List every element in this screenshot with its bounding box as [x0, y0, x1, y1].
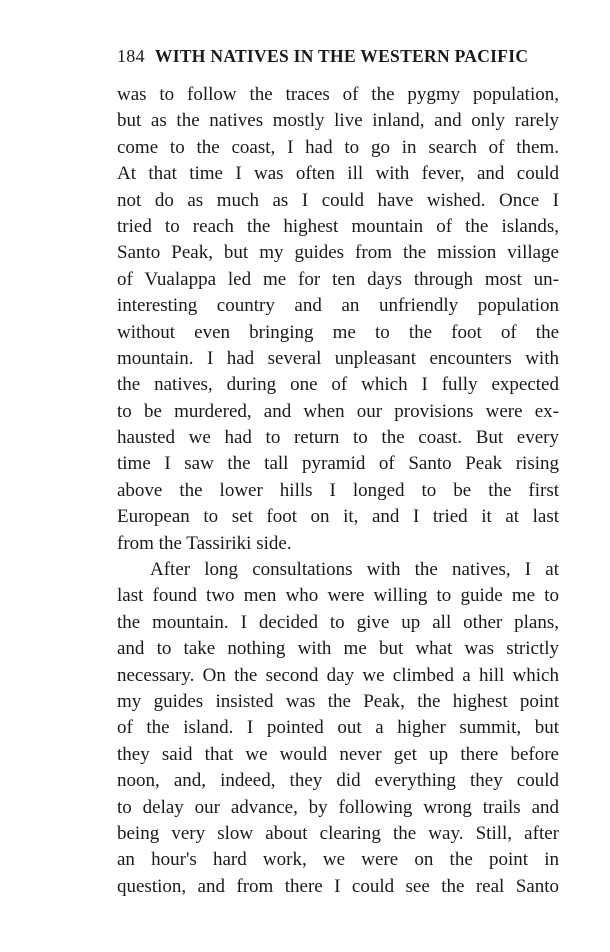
text-line: an hour's hard work, we were on the point in [117, 849, 559, 871]
text-line: above the lower hills I longed to be the first [117, 479, 559, 501]
text-line: of Vualappa led me for ten days through most un- [117, 268, 559, 290]
text-line: of the island. I pointed out a higher summit, but [117, 717, 559, 739]
text-line: At that time I was often ill with fever, and could [117, 163, 559, 185]
text-line: and to take nothing with me but what was strictly [117, 638, 559, 660]
running-title: WITH NATIVES IN THE WESTERN PACIFIC [154, 46, 529, 66]
text-line: without even bringing me to the foot of the [117, 321, 559, 343]
text-line: noon, and, indeed, they did everything they could [117, 770, 559, 792]
text-line: necessary. On the second day we climbed a hill which [117, 664, 559, 686]
body-text [117, 82, 559, 900]
text-line: they said that we would never get up there before [117, 743, 559, 765]
text-line: from the Tassiriki side. [117, 532, 292, 554]
text-line: being very slow about clearing the way. Still, after [117, 822, 559, 844]
running-head [117, 46, 559, 72]
text-line: After long consultations with the natives, I at [150, 559, 559, 581]
text-line: but as the natives mostly live inland, and only rarely [117, 110, 559, 132]
paragraph-2 [117, 557, 559, 900]
page-number: 184 [117, 46, 145, 66]
text-line: question, and from there I could see the real Santo [117, 875, 559, 897]
text-line: European to set foot on it, and I tried it at last [117, 506, 559, 528]
text-line: come to the coast, I had to go in search of them. [117, 136, 559, 158]
text-line: tried to reach the highest mountain of the islands, [117, 215, 559, 237]
text-line: was to follow the traces of the pygmy population, [117, 84, 559, 105]
text-line: the mountain. I decided to give up all other plans, [117, 611, 559, 633]
text-line: my guides insisted was the Peak, the highest point [117, 690, 559, 712]
text-line: interesting country and an unfriendly population [117, 295, 559, 317]
text-line: time I saw the tall pyramid of Santo Peak rising [117, 453, 559, 475]
text-line: to be murdered, and when our provisions were ex- [117, 400, 559, 422]
text-line: to delay our advance, by following wrong trails and [117, 796, 559, 818]
text-line: hausted we had to return to the coast. But every [117, 427, 559, 449]
text-line: last found two men who were willing to guide me to [117, 585, 559, 607]
text-line: the natives, during one of which I fully expected [117, 374, 559, 396]
paragraph-1 [117, 82, 559, 557]
text-line: not do as much as I could have wished. Once I [117, 189, 559, 211]
text-line: Santo Peak, but my guides from the mission village [117, 242, 559, 264]
text-line: mountain. I had several unpleasant encounters with [117, 347, 559, 369]
